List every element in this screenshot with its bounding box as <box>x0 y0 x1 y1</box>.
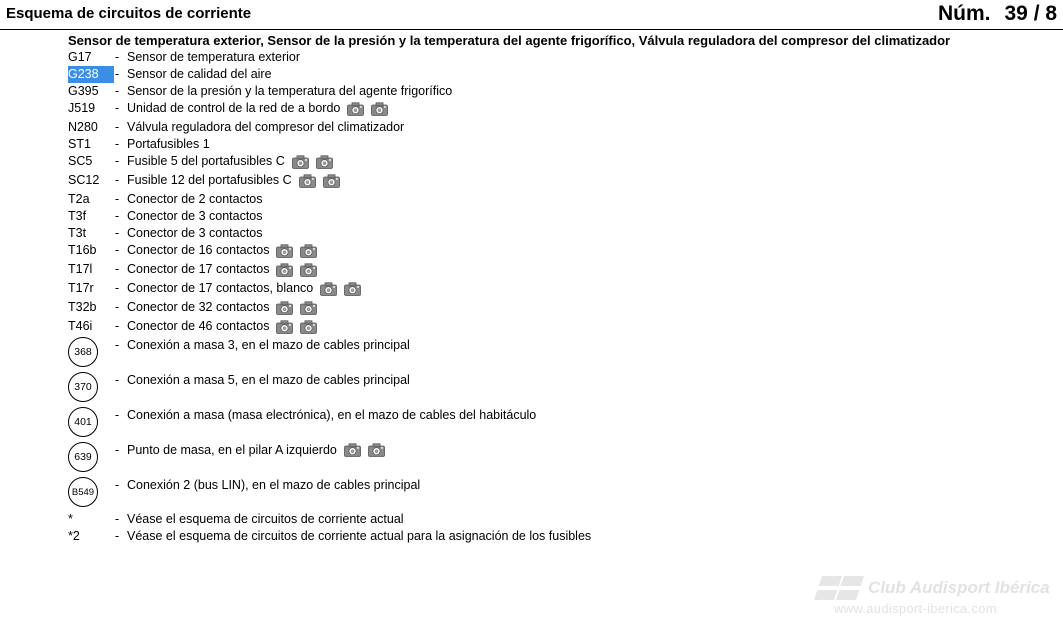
ground-row <box>115 336 410 353</box>
camera-icon[interactable] <box>276 301 293 315</box>
ground-description: Conexión a masa 3, en el mazo de cables principal <box>127 337 410 352</box>
component-description-text: Sensor de temperatura exterior <box>127 50 301 64</box>
component-description <box>127 172 340 189</box>
watermark <box>812 574 1062 618</box>
component-description <box>127 83 452 100</box>
separator-dash: - <box>115 407 120 422</box>
note-text: Véase el esquema de circuitos de corriente actual <box>127 512 404 526</box>
ground-row <box>115 406 536 423</box>
page-header <box>0 0 1063 30</box>
separator-dash: - <box>115 372 120 387</box>
separator-dash: - <box>115 137 120 151</box>
ground-row <box>115 476 420 493</box>
camera-icon[interactable] <box>292 155 309 169</box>
component-code[interactable]: G238 <box>68 66 114 83</box>
camera-icon[interactable] <box>300 244 317 258</box>
component-code[interactable]: T46i <box>68 319 93 333</box>
note-text: Véase el esquema de circuitos de corriente actual para la asignación de los fusibles <box>127 529 592 543</box>
component-description <box>127 261 317 278</box>
camera-icon[interactable] <box>300 301 317 315</box>
ground-point-code: 639 <box>74 451 92 463</box>
ground-description: Conexión a masa (masa electrónica), en el mazo de cables del habitáculo <box>127 407 537 422</box>
separator-dash: - <box>115 300 120 314</box>
ground-point-code: B549 <box>71 486 95 498</box>
component-description <box>127 119 404 136</box>
component-code[interactable]: N280 <box>68 120 98 134</box>
separator-dash: - <box>115 50 120 64</box>
component-description <box>127 153 333 170</box>
separator-dash: - <box>115 243 120 257</box>
camera-icon[interactable] <box>276 320 293 334</box>
watermark-url: www.audisport-iberica.com <box>834 601 997 616</box>
component-description-text: Conector de 17 contactos, blanco <box>127 281 314 295</box>
separator-dash: - <box>115 512 120 526</box>
ground-point-symbol <box>68 407 98 437</box>
camera-icon[interactable] <box>300 263 317 277</box>
component-description-text: Fusible 5 del portafusibles C <box>127 154 285 168</box>
camera-icon[interactable] <box>320 282 337 296</box>
component-code[interactable]: ST1 <box>68 137 91 151</box>
component-code[interactable]: G17 <box>68 50 92 64</box>
page-number-label: Núm. <box>938 2 991 25</box>
component-code[interactable]: T3f <box>68 209 87 223</box>
note-marker: * <box>68 512 73 526</box>
camera-icon[interactable] <box>344 282 361 296</box>
component-description-text: Sensor de la presión y la temperatura del agente frigorífico <box>127 84 453 98</box>
separator-dash: - <box>115 84 120 98</box>
watermark-title: Club Audisport Ibérica <box>868 578 1050 597</box>
component-description-text: Válvula reguladora del compresor del climatizador <box>127 120 405 134</box>
separator-dash: - <box>115 262 120 276</box>
component-description <box>127 318 317 335</box>
ground-point-symbol <box>68 477 98 507</box>
component-description <box>127 208 263 225</box>
separator-dash: - <box>115 154 120 168</box>
separator-dash: - <box>115 337 120 352</box>
component-code[interactable]: G395 <box>68 84 99 98</box>
component-code[interactable]: J519 <box>68 101 96 115</box>
ground-description: Punto de masa, en el pilar A izquierdo <box>127 442 337 457</box>
component-description-text: Conector de 46 contactos <box>127 319 270 333</box>
separator-dash: - <box>115 173 120 187</box>
component-description-text: Fusible 12 del portafusibles C <box>127 173 292 187</box>
component-description <box>127 299 317 316</box>
ground-point-symbol <box>68 372 98 402</box>
camera-icon[interactable] <box>371 102 388 116</box>
component-description <box>127 136 210 153</box>
component-description-text: Conector de 3 contactos <box>127 226 263 240</box>
component-description <box>127 225 263 242</box>
component-description-text: Conector de 32 contactos <box>127 300 270 314</box>
camera-icon[interactable] <box>276 263 293 277</box>
separator-dash: - <box>115 477 120 492</box>
page-number <box>938 2 1057 26</box>
camera-icon[interactable] <box>344 443 361 457</box>
component-description <box>127 100 388 117</box>
component-description-text: Conector de 17 contactos <box>127 262 270 276</box>
ground-point-code: 368 <box>74 346 92 358</box>
component-description-text: Unidad de control de la red de a bordo <box>127 101 341 115</box>
section-title: Sensor de temperatura exterior, Sensor de la presión y la temperatura del agente frigorífico, Válvula reguladora del compresor del climatizador <box>68 33 951 48</box>
component-description-text: Conector de 3 contactos <box>127 209 263 223</box>
camera-icon[interactable] <box>368 443 385 457</box>
note-marker: *2 <box>68 529 80 543</box>
ground-point-code: 401 <box>74 416 92 428</box>
ground-row <box>115 441 385 458</box>
ground-point-symbol <box>68 442 98 472</box>
camera-icon[interactable] <box>300 320 317 334</box>
separator-dash: - <box>115 101 120 115</box>
component-code[interactable]: T3t <box>68 226 87 240</box>
camera-icon[interactable] <box>323 174 340 188</box>
component-description-text: Conector de 2 contactos <box>127 192 263 206</box>
component-description <box>127 66 272 83</box>
ground-description: Conexión a masa 5, en el mazo de cables principal <box>127 372 410 387</box>
component-code[interactable]: SC5 <box>68 154 93 168</box>
camera-icon[interactable] <box>276 244 293 258</box>
component-description <box>127 280 361 297</box>
component-code[interactable]: T32b <box>68 300 97 314</box>
component-code[interactable]: T17l <box>68 262 93 276</box>
separator-dash: - <box>115 319 120 333</box>
separator-dash: - <box>115 209 120 223</box>
camera-icon[interactable] <box>299 174 316 188</box>
component-description <box>127 191 263 208</box>
separator-dash: - <box>115 281 120 295</box>
separator-dash: - <box>115 67 120 81</box>
camera-icon[interactable] <box>347 102 364 116</box>
component-code[interactable]: T17r <box>68 281 94 295</box>
component-code[interactable]: T2a <box>68 192 90 206</box>
separator-dash: - <box>115 442 120 457</box>
component-description-text: Sensor de calidad del aire <box>127 67 272 81</box>
component-description <box>127 242 317 259</box>
ground-point-symbol <box>68 337 98 367</box>
separator-dash: - <box>115 226 120 240</box>
camera-icon[interactable] <box>316 155 333 169</box>
page-title: Esquema de circuitos de corriente <box>6 5 252 22</box>
ground-row <box>115 371 410 388</box>
page-number-value: 39 / 8 <box>1004 2 1058 25</box>
component-description-text: Portafusibles 1 <box>127 137 210 151</box>
separator-dash: - <box>115 192 120 206</box>
component-description <box>127 49 300 66</box>
component-code[interactable]: T16b <box>68 243 97 257</box>
separator-dash: - <box>115 120 120 134</box>
separator-dash: - <box>115 529 120 543</box>
ground-description: Conexión 2 (bus LIN), en el mazo de cables principal <box>127 477 421 492</box>
club-logo-icon <box>812 576 866 600</box>
component-description-text: Conector de 16 contactos <box>127 243 270 257</box>
ground-point-code: 370 <box>74 381 92 393</box>
component-code[interactable]: SC12 <box>68 173 100 187</box>
